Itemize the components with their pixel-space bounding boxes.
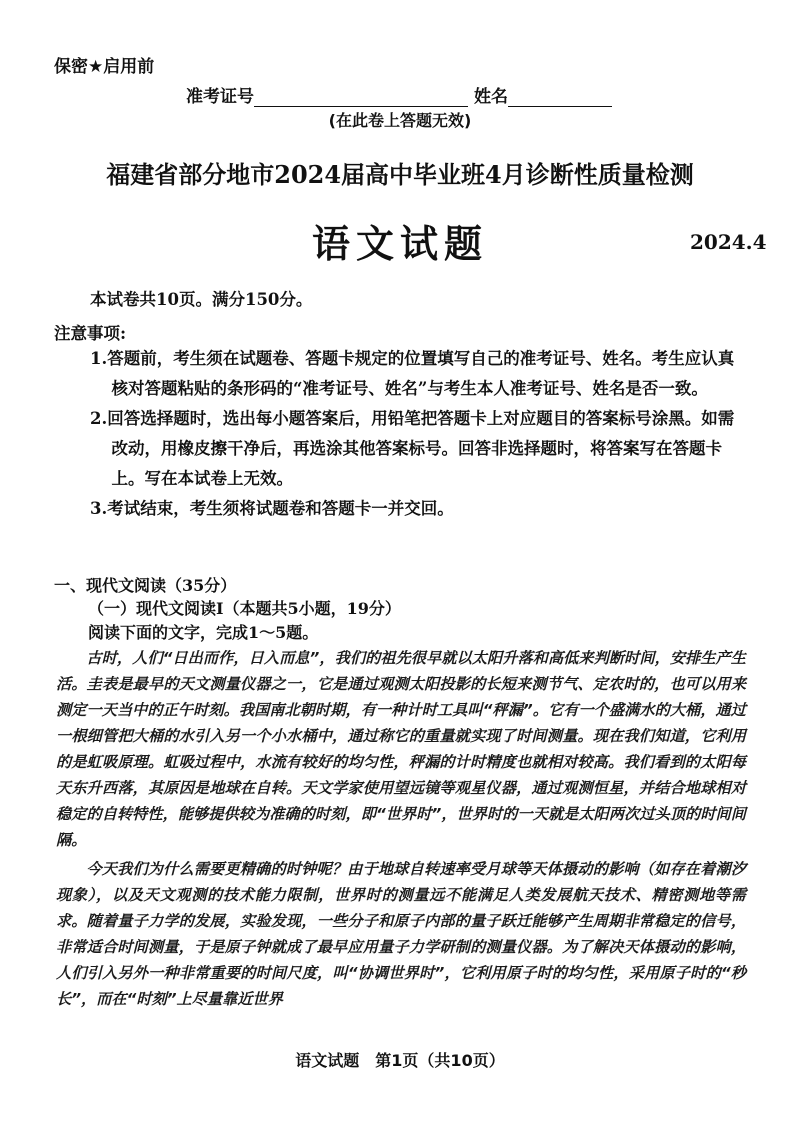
notice-item: 1.答题前，考生须在试题卷、答题卡规定的位置填写自己的准考证号、姓名。考生应认真核对答题粘贴的条形码的“准考证号、姓名”与考生本人准考证号、姓名是否一致。 (90, 349, 735, 398)
reading-passage (56, 645, 746, 1015)
notice-list (90, 344, 750, 524)
id-label: 准考证号 (186, 87, 254, 107)
notice-item: 3.考试结束，考生须将试题卷和答题卡一并交回。 (90, 499, 454, 518)
exam-title: 福建省部分地市2024届高中毕业班4月诊断性质量检测 (106, 160, 694, 189)
notice-item: 2.回答选择题时，选出每小题答案后，用铅笔把答题卡上对应题目的答案标号涂黑。如需改动，用橡皮擦干净后，再选涂其他答案标号。回答非选择题时，将答案写在答题卡上。写在本试卷上无效。 (90, 409, 735, 488)
candidate-id-line (186, 82, 612, 107)
reading-instruction: 阅读下面的文字，完成1～5题。 (88, 623, 319, 642)
page-footer: 语文试题 第1页（共10页） (295, 1051, 505, 1070)
name-label: 姓名 (474, 87, 508, 107)
name-underline (508, 90, 612, 107)
exam-date: 2024.4 (690, 230, 767, 254)
confidential-label: 保密★启用前 (54, 57, 155, 77)
subject-title: 语文试题 (311, 221, 488, 266)
section-title: 一、现代文阅读（35分） (54, 576, 237, 595)
notice-heading: 注意事项: (54, 324, 127, 343)
passage-paragraph: 今天我们为什么需要更精确的时钟呢？由于地球自转速率受月球等天体摄动的影响（如存在着潮汐现象），以及天文观测的技术能力限制，世界时的测量远不能满足人类发展航天技术、精密测地等需求。随着量子力学的发展，实验发现，一些分子和原子内部的量子跃迁能够产生周期非常稳定的信号，非常适合时间测量，于是原子钟就成了最早应用量子力学研制的测量仪器。为了解决天体摄动的影响，人们引入另外一种非常重要的时间尺度，叫“协调世界时”，它利用原子时的均匀性，采用原子时的“秒长”，而在“时刻”上尽量靠近世界 (56, 860, 746, 1008)
id-underline (254, 90, 468, 107)
paper-info: 本试卷共10页。满分150分。 (90, 290, 313, 309)
section-subtitle: （一）现代文阅读Ⅰ（本题共5小题，19分） (88, 599, 401, 618)
invalid-note: (在此卷上答题无效) (328, 111, 472, 130)
passage-paragraph: 古时，人们“日出而作，日入而息”，我们的祖先很早就以太阳升落和高低来判断时间，安排生产生活。圭表是最早的天文测量仪器之一，它是通过观测太阳投影的长短来测节气、定农时的，也可以用来测定一天当中的正午时刻。我国南北朝时期，有一种计时工具叫“秤漏”。它有一个盛满水的大桶，通过一根细管把大桶的水引入另一个小水桶中，通过称它的重量就实现了时间测量。现在我们知道，它利用的是虹吸原理。虹吸过程中，水流有较好的均匀性，秤漏的计时精度也就相对较高。我们看到的太阳每天东升西落，其原因是地球在自转。天文学家使用望远镜等观星仪器，通过观测恒星，并结合地球相对稳定的自转特性，能够提供较为准确的时刻，即“世界时”，世界时的一天就是太阳两次过头顶的时间间隔。 (56, 649, 746, 849)
